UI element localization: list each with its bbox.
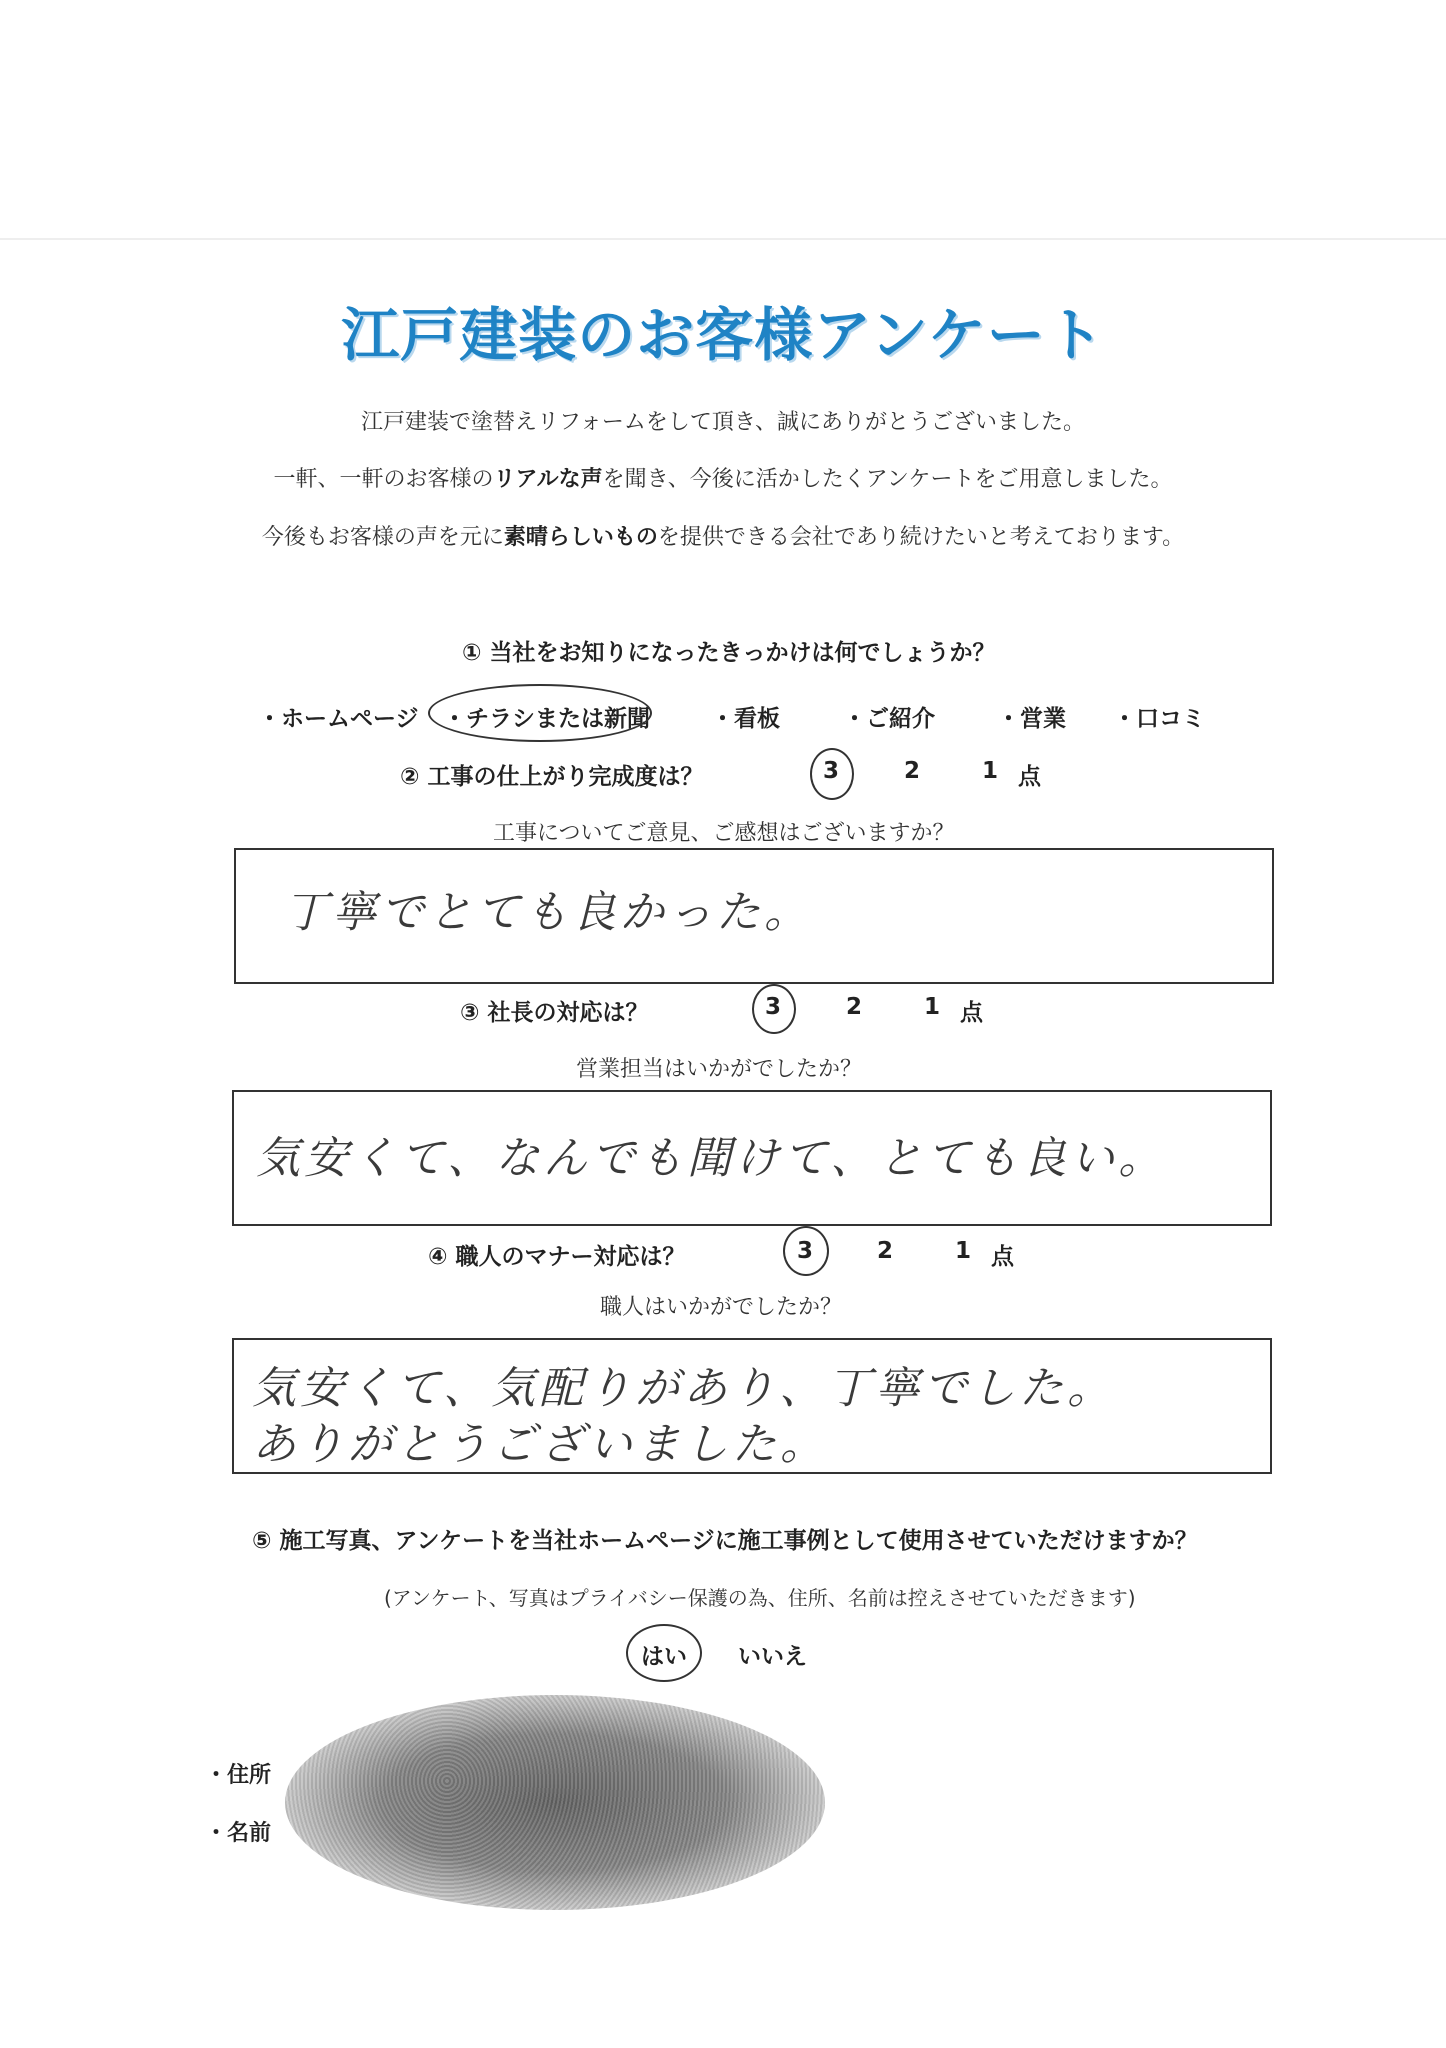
q1-option-flyer[interactable]: ・チラシまたは新聞 — [443, 706, 650, 732]
q3-selected-circle — [752, 984, 796, 1034]
survey-title: 江戸建装のお客様アンケート — [341, 301, 1105, 369]
q4-selected-circle — [783, 1226, 829, 1276]
q4-handwritten-answer-line-2: ありがとうございました。 — [252, 1419, 828, 1470]
q5-option-yes[interactable]: はい — [641, 1644, 687, 1670]
question-1-label: ① 当社をお知りになったきっかけは何でしょうか？ — [462, 640, 996, 666]
q4-score-3[interactable]: 3 — [797, 1238, 814, 1264]
q1-option-homepage[interactable]: ・ホームページ — [258, 706, 419, 732]
q1-selected-circle — [428, 684, 652, 742]
q3-unit: 点 — [960, 1000, 983, 1026]
scan-edge-line — [0, 238, 1446, 240]
intro-line-1: 江戸建装で塗替えリフォームをして頂き、誠にありがとうございました。 — [360, 410, 1086, 435]
question-2-label: ② 工事の仕上がり完成度は？ — [400, 764, 704, 790]
q2-handwritten-answer: 丁寧でとても良かった。 — [284, 887, 812, 938]
question-5-label: ⑤ 施工写真、アンケートを当社ホームページに施工事例として使用させていただけますか？ — [252, 1528, 1198, 1554]
q3-score-2[interactable]: 2 — [846, 994, 863, 1020]
question-3-label: ③ 社長の対応は？ — [460, 1000, 649, 1026]
q4-score-2[interactable]: 2 — [877, 1238, 894, 1264]
q3-score-1[interactable]: 1 — [924, 994, 941, 1020]
q2-unit: 点 — [1018, 764, 1041, 790]
q2-score-1[interactable]: 1 — [982, 758, 999, 784]
q2-selected-circle — [810, 748, 854, 800]
q5-privacy-note: (アンケート、写真はプライバシー保護の為、住所、名前は控えさせていただきます) — [384, 1586, 1136, 1610]
q1-option-sales[interactable]: ・営業 — [997, 706, 1066, 732]
intro-line-2: 一軒、一軒のお客様のリアルな声を聞き、今後に活かしたくアンケートをご用意しました。 — [273, 467, 1173, 492]
q1-option-word-of-mouth[interactable]: ・口コミ — [1113, 706, 1205, 732]
q3-answer-box[interactable] — [232, 1090, 1272, 1226]
q1-option-referral[interactable]: ・ご紹介 — [843, 706, 935, 732]
q5-option-no[interactable]: いいえ — [738, 1644, 807, 1670]
q2-score-2[interactable]: 2 — [904, 758, 921, 784]
q1-option-signboard[interactable]: ・看板 — [711, 706, 780, 732]
question-4-label: ④ 職人のマナー対応は？ — [428, 1244, 686, 1270]
q4-score-1[interactable]: 1 — [955, 1238, 972, 1264]
q2-answer-box[interactable] — [234, 848, 1274, 984]
q4-handwritten-answer-line-1: 気安くて、気配りがあり、丁寧でした。 — [252, 1363, 1116, 1414]
address-label: ・住所 — [205, 1763, 272, 1788]
q4-unit: 点 — [991, 1244, 1014, 1270]
q2-sub-question: 工事についてご意見、ご感想はございますか？ — [493, 821, 955, 846]
privacy-redaction-blur — [285, 1695, 825, 1910]
name-label: ・名前 — [205, 1821, 272, 1846]
intro-line-3: 今後もお客様の声を元に素晴らしいものを提供できる会社であり続けたいと考えております。 — [261, 525, 1185, 550]
q3-score-3[interactable]: 3 — [765, 994, 782, 1020]
q4-sub-question: 職人はいかがでしたか？ — [600, 1295, 843, 1320]
q4-answer-box[interactable] — [232, 1338, 1272, 1474]
q5-selected-circle — [626, 1624, 702, 1682]
q2-score-3[interactable]: 3 — [823, 758, 840, 784]
q3-handwritten-answer: 気安くて、なんでも聞けて、とても良い。 — [256, 1133, 1167, 1184]
q3-sub-question: 営業担当はいかがでしたか？ — [576, 1057, 863, 1082]
